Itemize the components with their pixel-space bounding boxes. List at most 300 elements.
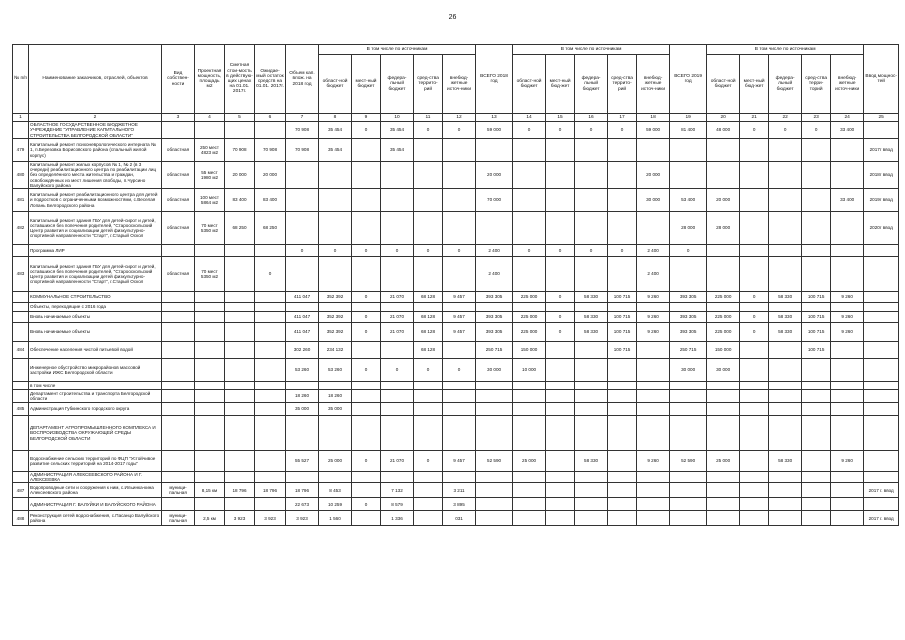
table-cell [769,257,802,292]
table-cell [670,162,707,189]
table-cell [513,483,546,498]
table-cell [608,451,637,472]
table-cell [352,382,381,390]
table-cell: 0 [546,292,575,303]
table-cell [769,511,802,526]
table-cell: 352 392 [319,312,352,323]
table-row [13,122,899,139]
table-cell [608,403,637,416]
table-cell [637,359,670,382]
table-cell [225,303,255,312]
row-number [13,245,29,257]
table-cell [769,139,802,162]
table-row [13,511,899,526]
table-cell [831,511,864,526]
object-name: АДМИНИСТРАЦИЯ АЛЕКСЕЕВСКОГО РАЙОНА И Г. АЛЕКСЕЕВКА [29,472,162,483]
table-cell: 25 000 [319,451,352,472]
row-number [13,303,29,312]
table-row [13,359,899,382]
table-cell [769,212,802,245]
column-number: 21 [740,114,769,122]
table-cell [831,342,864,359]
table-cell: 35 454 [381,139,414,162]
table-cell [225,390,255,403]
table-cell [319,382,352,390]
table-cell [575,498,608,511]
table-cell: 53 260 [286,359,319,382]
column-number: 10 [381,114,414,122]
table-cell: 30 000 [670,359,707,382]
table-cell: 352 392 [319,292,352,303]
table-cell [225,472,255,483]
table-cell [740,162,769,189]
table-cell [608,212,637,245]
table-cell [608,139,637,162]
table-cell [670,382,707,390]
table-cell [802,212,831,245]
table-cell: 225 000 [513,312,546,323]
table-cell [195,245,225,257]
table-cell: 18 260 [319,390,352,403]
table-cell: 0 [575,245,608,257]
table-cell: 58 330 [575,451,608,472]
table-cell: 3 895 [443,498,476,511]
table-cell: 68 128 [414,312,443,323]
table-cell [802,257,831,292]
table-cell [670,511,707,526]
table-cell [513,472,546,483]
table-cell [443,472,476,483]
column-number: 24 [831,114,864,122]
table-cell [546,303,575,312]
col-header-source: федера-льный бюджет [381,55,414,114]
table-cell: 70 908 [225,139,255,162]
column-number: 25 [864,114,899,122]
table-cell: 0 [740,292,769,303]
column-number-row [13,114,899,122]
table-cell: 28 000 [670,212,707,245]
table-cell: 7 132 [381,483,414,498]
table-cell [802,416,831,451]
table-cell [802,139,831,162]
table-cell [162,403,195,416]
row-number [13,472,29,483]
table-cell [162,498,195,511]
table-cell [319,416,352,451]
col-header-source: внебюд-жетные источ-ники [443,55,476,114]
table-cell: 0 [443,122,476,139]
table-cell: 0 [443,245,476,257]
table-cell [864,451,899,472]
table-cell [225,359,255,382]
table-cell [637,139,670,162]
table-cell [443,342,476,359]
table-cell [162,472,195,483]
table-cell [476,390,513,403]
table-cell: 1 336 [381,511,414,526]
table-cell: 100 715 [608,323,637,342]
table-cell [769,472,802,483]
col-header-num: № п/п [13,45,29,114]
table-cell: 35 454 [319,139,352,162]
table-cell: 58 330 [769,312,802,323]
table-cell [414,390,443,403]
object-name: Программа ЛИР [29,245,162,257]
table-cell [286,162,319,189]
table-cell [802,359,831,382]
table-cell [637,303,670,312]
table-cell [864,498,899,511]
table-cell: 9 260 [831,451,864,472]
table-cell [414,139,443,162]
table-cell [769,162,802,189]
table-cell: 100 715 [608,342,637,359]
object-name: Инженерное обустройство микрорайонов массовой застройки ИЖС Белгородской области [29,359,162,382]
table-cell [546,403,575,416]
table-cell [864,416,899,451]
table-cell [513,189,546,212]
table-cell [225,323,255,342]
table-cell [637,212,670,245]
table-cell: 100 715 [802,342,831,359]
table-cell [195,342,225,359]
table-cell [802,303,831,312]
table-cell [255,292,286,303]
table-cell [443,403,476,416]
table-cell [769,390,802,403]
table-cell [831,162,864,189]
table-cell: 2017 г. ввод [864,511,899,526]
table-cell [670,498,707,511]
table-row [13,382,899,390]
table-cell: 28 000 [707,212,740,245]
table-cell [575,382,608,390]
table-cell [476,511,513,526]
table-cell [546,382,575,390]
table-cell [513,162,546,189]
table-cell [575,342,608,359]
table-cell [864,403,899,416]
row-number: 484 [13,342,29,359]
object-name: Вновь начинаемые объекты [29,312,162,323]
table-cell [831,245,864,257]
table-cell [443,139,476,162]
table-cell [195,416,225,451]
table-cell: 21 070 [381,292,414,303]
table-cell: 25 000 [707,451,740,472]
table-cell: 225 000 [707,323,740,342]
table-cell [225,451,255,472]
object-name: Капитальный ремонт психоневрологического интерната № 1, п.Березовка Борисовского района (спальный жилой корпус) [29,139,162,162]
table-cell: областная [162,139,195,162]
table-row [13,139,899,162]
table-cell: 2019г ввод [864,189,899,212]
table-cell [575,257,608,292]
table-cell [608,390,637,403]
table-cell: 2 400 [637,245,670,257]
table-cell: 70 000 [476,189,513,212]
table-cell [195,498,225,511]
table-cell: 35 000 [286,403,319,416]
table-cell [546,139,575,162]
table-cell: 2,5 км [195,511,225,526]
table-cell: 0 [546,245,575,257]
table-cell: 0 [352,359,381,382]
table-cell [769,382,802,390]
table-cell: 250 715 [476,342,513,359]
table-cell: 0 [319,245,352,257]
table-cell [255,451,286,472]
table-cell: 0 [740,323,769,342]
table-cell [769,342,802,359]
table-cell: 0 [381,245,414,257]
table-cell [225,403,255,416]
table-cell: 58 330 [769,323,802,342]
table-cell: 0 [608,122,637,139]
column-number: 14 [513,114,546,122]
table-cell [414,403,443,416]
table-cell [864,472,899,483]
table-cell [381,257,414,292]
table-cell [414,416,443,451]
table-cell: 150 000 [707,342,740,359]
table-cell [162,122,195,139]
table-cell [513,390,546,403]
table-cell [414,257,443,292]
table-cell [255,359,286,382]
table-cell: 55 мест 1980 м2 [195,162,225,189]
table-cell [864,390,899,403]
table-cell [286,189,319,212]
table-cell [707,472,740,483]
table-cell: 68 128 [414,323,443,342]
table-cell [195,359,225,382]
table-cell: 58 330 [575,312,608,323]
table-cell [546,390,575,403]
table-cell: 225 000 [513,292,546,303]
table-row [13,162,899,189]
table-cell [195,451,225,472]
table-cell [546,483,575,498]
table-cell: 35 454 [319,122,352,139]
table-cell: 35 000 [319,403,352,416]
table-cell: 2 400 [637,257,670,292]
table-row [13,472,899,483]
col-header-expected-balance: Ожидае-мый остаток средств на 01.01. 2017г. [255,45,286,114]
table-cell [255,312,286,323]
table-cell [740,498,769,511]
table-cell [476,303,513,312]
row-number: 481 [13,189,29,212]
table-cell [831,403,864,416]
table-cell [381,472,414,483]
table-cell: 30 000 [707,359,740,382]
table-cell [670,139,707,162]
table-cell: 10 000 [513,359,546,382]
column-number: 3 [162,114,195,122]
table-cell [637,483,670,498]
table-cell [513,511,546,526]
table-cell: областная [162,212,195,245]
table-cell [802,472,831,483]
table-cell: 83 400 [255,189,286,212]
table-cell: 2020г ввод [864,212,899,245]
table-cell: 0 [286,245,319,257]
table-cell: 35 454 [381,122,414,139]
group-header-sources-2: В том числе по источникам [513,45,670,55]
table-cell [414,498,443,511]
table-cell [255,403,286,416]
col-header-source: мест-ный бюд-жет [740,55,769,114]
table-row [13,416,899,451]
table-cell [740,390,769,403]
object-name: Капитальный ремонт реабилитационного центра для детей и подростков с ограниченными возможностями, с.Веселая Лопань Белгородского района [29,189,162,212]
table-cell [707,498,740,511]
table-cell [575,416,608,451]
row-number [13,416,29,451]
table-cell: 0 [352,451,381,472]
table-cell [352,162,381,189]
table-cell [546,451,575,472]
table-cell: 0 [546,122,575,139]
table-cell [637,390,670,403]
group-header-sources-1: В том числе по источникам [319,45,476,55]
table-cell [608,162,637,189]
column-number: 15 [546,114,575,122]
table-cell [352,257,381,292]
table-cell [255,390,286,403]
table-cell [575,511,608,526]
row-number [13,359,29,382]
row-number: 480 [13,162,29,189]
table-cell [864,323,899,342]
table-cell [195,403,225,416]
table-cell [414,162,443,189]
table-cell [195,382,225,390]
table-cell: 70 мест 5350 м2 [195,257,225,292]
row-number [13,323,29,342]
table-row [13,342,899,359]
table-cell [162,323,195,342]
table-cell [513,403,546,416]
table-cell: 9 260 [831,292,864,303]
table-cell [513,212,546,245]
table-cell [575,189,608,212]
table-cell [443,257,476,292]
table-cell: 30 000 [476,359,513,382]
table-cell [670,416,707,451]
table-cell [286,472,319,483]
table-cell [769,483,802,498]
table-body [13,114,899,526]
table-cell [381,390,414,403]
table-cell [546,189,575,212]
table-cell [162,312,195,323]
column-number: 23 [802,114,831,122]
table-cell [802,382,831,390]
table-cell [546,511,575,526]
table-cell [476,483,513,498]
table-cell [476,472,513,483]
table-cell: 0 [769,122,802,139]
column-number: 9 [352,114,381,122]
table-cell [381,303,414,312]
column-number: 20 [707,114,740,122]
table-row [13,189,899,212]
table-cell [608,257,637,292]
table-cell: 9 457 [443,312,476,323]
table-cell [546,472,575,483]
table-row [13,451,899,472]
table-cell [802,498,831,511]
column-number: 4 [195,114,225,122]
table-cell [575,472,608,483]
table-row [13,483,899,498]
object-name: Капитальный ремонт жилых корпусов № 1, № 2 (в 3 очереди) реабилитационного центра по реабилитации лиц без определённого места жительства и граждан, освобождённых из мест лишения свободы, п.Чурсино Валуйского района [29,162,162,189]
table-cell [608,483,637,498]
table-cell [414,382,443,390]
table-cell: 20 000 [476,162,513,189]
table-cell [831,257,864,292]
group-header-sources-3: В том числе по источникам [707,45,864,55]
table-cell: 68 250 [225,212,255,245]
table-cell [740,403,769,416]
table-cell [443,189,476,212]
table-cell [707,257,740,292]
col-header-commissioning: Ввод мощнос-тей [864,45,899,114]
table-cell [476,212,513,245]
table-row [13,323,899,342]
object-name: Администрация Губкинского городского округа [29,403,162,416]
table-cell [802,483,831,498]
table-cell [414,212,443,245]
table-cell [637,403,670,416]
table-cell: 8,15 км [195,483,225,498]
table-cell [255,303,286,312]
table-cell [195,390,225,403]
table-cell: 9 457 [443,323,476,342]
table-cell [476,382,513,390]
table-cell [162,303,195,312]
column-number: 8 [319,114,352,122]
table-cell [513,257,546,292]
table-cell: 0 [414,451,443,472]
object-name: Реконструкция сетей водоснабжения, с.Пасанцо Валуйского района [29,511,162,526]
table-cell: 20 000 [255,162,286,189]
table-cell [608,416,637,451]
table-cell [319,189,352,212]
table-cell [707,303,740,312]
table-cell [255,498,286,511]
table-cell [575,303,608,312]
table-cell [637,416,670,451]
table-cell: 3 923 [225,511,255,526]
table-cell [513,303,546,312]
col-header-capacity: Проектная мощность, площадь м2 [195,45,225,114]
table-cell [255,122,286,139]
table-cell [608,189,637,212]
table-cell: 0 [513,245,546,257]
table-cell: 9 457 [443,292,476,303]
col-header-source: сред-ства терри-торий [802,55,831,114]
table-cell: 20 000 [225,162,255,189]
table-cell: 70 мест 5350 м2 [195,212,225,245]
table-cell: 0 [546,312,575,323]
table-cell [443,382,476,390]
table-cell: 393 305 [476,323,513,342]
table-cell [352,212,381,245]
table-cell [670,390,707,403]
